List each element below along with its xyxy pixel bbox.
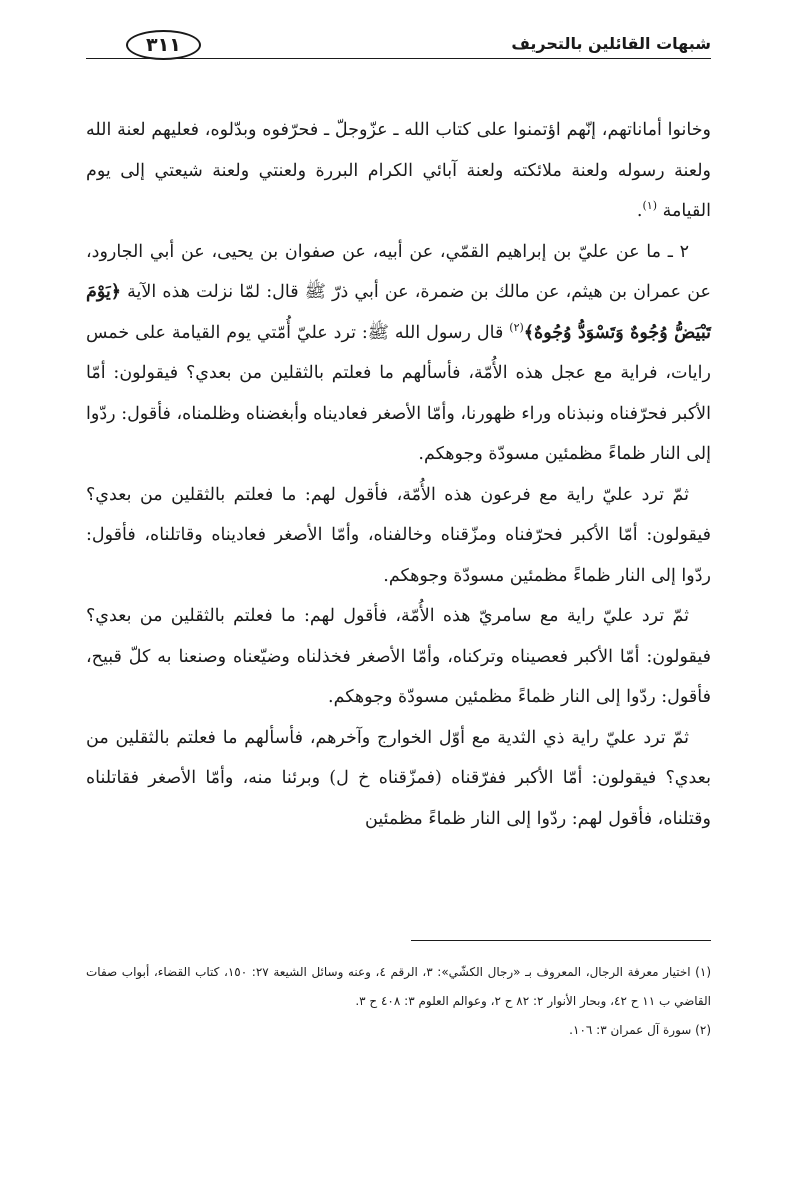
paragraph-3: ثمّ ترد عليّ راية مع فرعون هذه الأُمّة، فأقول لهم: ما فعلتم بالثقلين من بعدي؟ فيقولون: أمّا الأكبر فحرّفناه ومزّقناه وخالفناه، وأمّا الأصغر فعاديناه وقاتلناه، فأقول: ردّوا إلى النار ظماءً مظمئين مسودّة وجوهكم.	[86, 484, 711, 586]
running-title: شبهات القائلين بالتحريف	[511, 34, 711, 53]
footnotes	[86, 958, 711, 1045]
paragraph-2	[86, 232, 711, 475]
footnote-ref-2: (٢)	[509, 320, 524, 334]
quran-verse: ﴿يَوْمَ تَبْيَضُّ وُجُوهٌ وَتَسْوَدُّ وُجُوهٌ﴾	[86, 282, 711, 343]
page-number: ٣١١	[126, 30, 201, 60]
paragraph-4: ثمّ ترد عليّ راية مع سامريّ هذه الأُمّة، فأقول لهم: ما فعلتم بالثقلين من بعدي؟ فيقولون: أمّا الأكبر فعصيناه وتركناه، وأمّا الأصغر فخذلناه وضيّعناه وصنعنا به كلّ قبيح، فأقول: ردّوا إلى النار ظماءً مظمئين مسودّة وجوهكم.	[86, 606, 711, 707]
page-header	[86, 34, 711, 66]
paragraph-1-end: .	[636, 201, 643, 221]
header-rule	[86, 58, 711, 59]
paragraph-2-continuation: قال رسول الله ﷺ: ترد عليّ أُمّتي يوم القيامة على خمس رايات، فراية مع عجل هذه الأُمّة، فأسألهم ما فعلتم بالثقلين من بعدي؟ فيقولون: أمّا الأكبر فحرّفناه ونبذناه وراء ظهورنا، وأمّا الأصغر فعاديناه وأبغضناه وظلمناه، فأقول: ردّوا إلى النار ظماءً مظمئين مسودّة وجوهكم.	[86, 322, 711, 464]
footnote-1: (١) اختيار معرفة الرجال، المعروف بـ «رجال الكشّي»: ٣، الرقم ٤، وعنه وسائل الشيعة ٢٧: ١٥٠، كتاب القضاء، أبواب صفات القاضي ب ١١ ح ٤٢، وبحار الأنوار ٢: ٨٢ ح ٢، وعوالم العلوم ٣: ٤٠٨ ح ٣.	[86, 965, 712, 1008]
paragraph-1-text: وخانوا أماناتهم، إنّهم اؤتمنوا على كتاب الله ـ عزّوجلّ ـ فحرّفوه وبدّلوه، فعليهم لعنة الله ولعنة رسوله ولعنة ملائكته ولعنة آبائي الكرام البررة ولعنتي ولعنة شيعتي إلى يوم القيامة	[86, 120, 711, 221]
footnote-2: (٢) سورة آل عمران ٣: ١٠٦.	[569, 1023, 711, 1037]
footnote-separator	[411, 940, 711, 941]
paragraph-1	[86, 110, 711, 232]
paragraph-5: ثمّ ترد عليّ راية ذي الثدية مع أوّل الخوارج وآخرهم، فأسألهم ما فعلتم بالثقلين من بعدي؟ فيقولون: أمّا الأكبر ففرّقناه (فمزّقناه خ ل) وبرئنا منه، وأمّا الأصغر فقاتلناه وقتلناه، فأقول لهم: ردّوا إلى النار ظماءً مظمئين	[86, 727, 711, 829]
footnote-ref-1: (١)	[642, 199, 657, 213]
paragraph-2-text: ٢ ـ ما عن عليّ بن إبراهيم القمّي، عن أبيه، عن صفوان بن يحيى، عن أبي الجارود، عن عمران بن هيثم، عن مالك بن ضمرة، عن أبي ذرّ ﷺ قال: لمّا نزلت هذه الآية	[86, 241, 711, 302]
main-text	[86, 110, 711, 839]
